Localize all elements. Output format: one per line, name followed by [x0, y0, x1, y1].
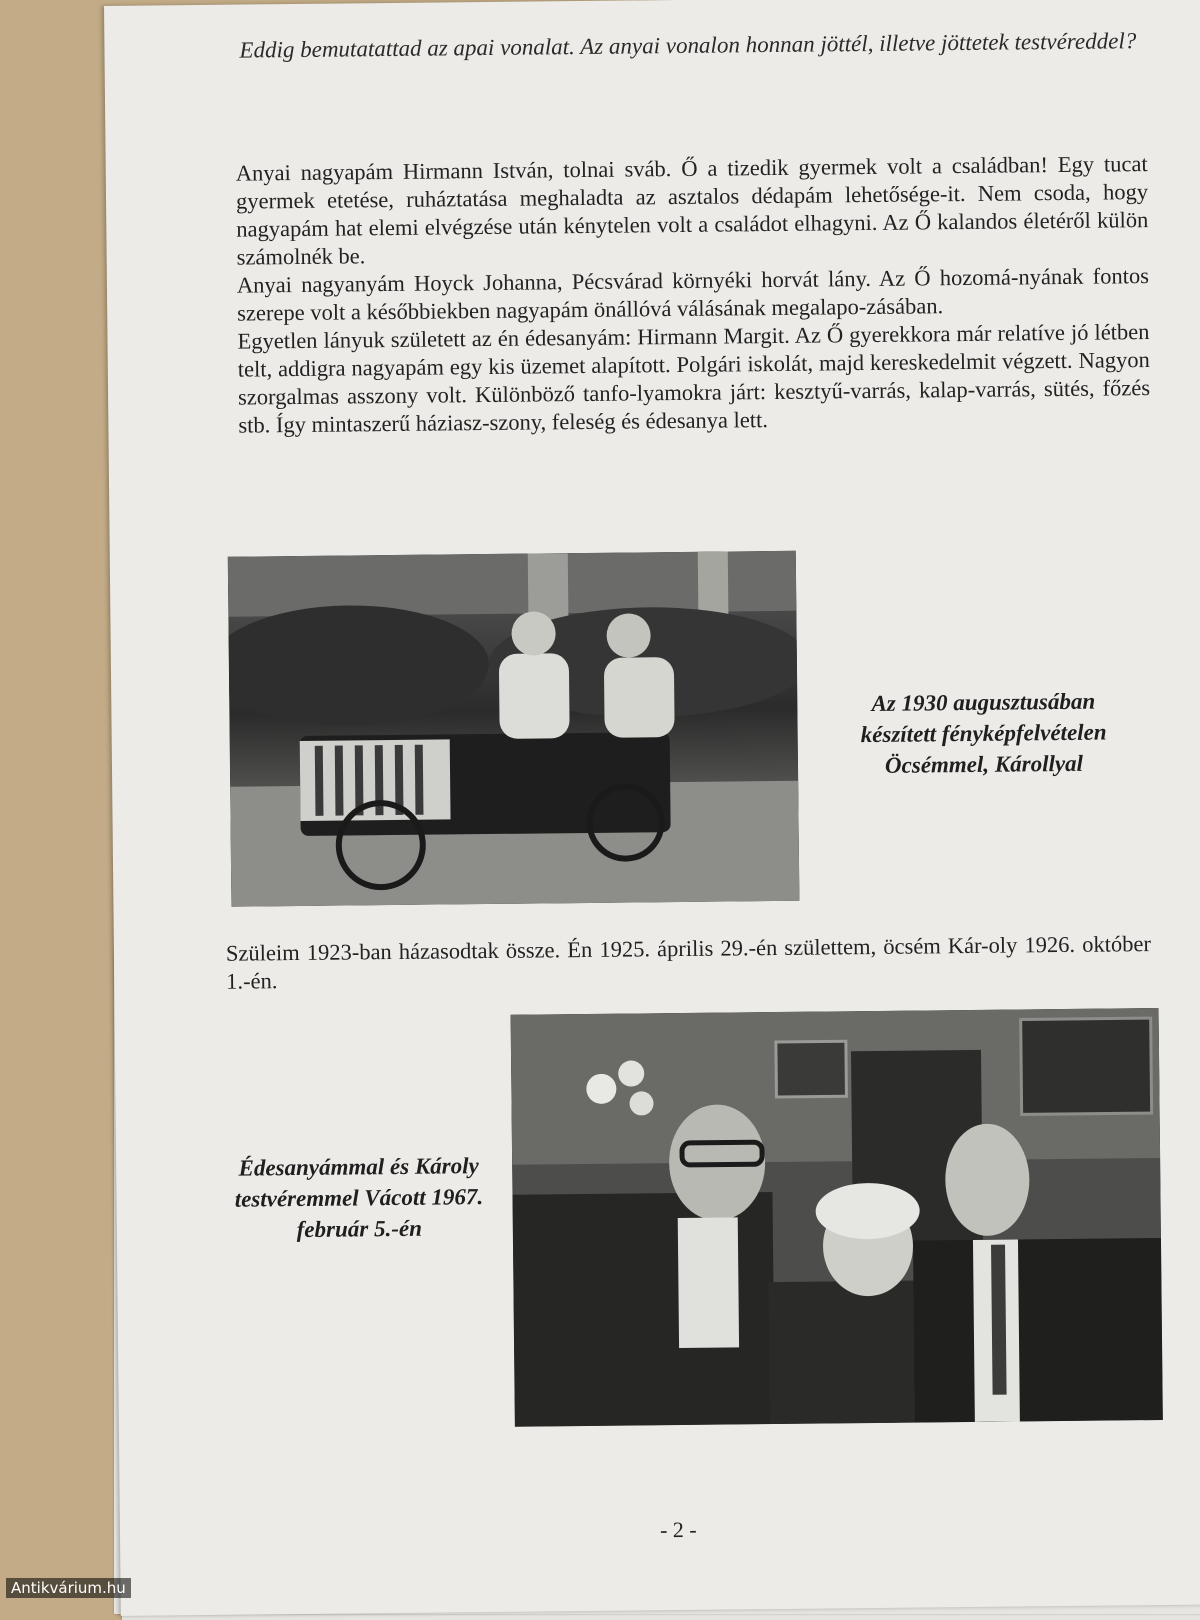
- interview-question: Eddig bemutatattad az apai vonalat. Az anyai vonalon honnan jöttél, illetve jöttetek testvéreddel?: [239, 28, 1137, 63]
- photo-family-illustration: [511, 1008, 1163, 1427]
- watermark: Antikvárium.hu: [6, 1578, 131, 1598]
- photo-boys-in-toy-car: [228, 551, 800, 907]
- paragraph-grandfather: Anyai nagyapám Hirmann István, tolnai sváb. Ő a tizedik gyermek volt a családban! Egy tucat gyermek etetése, ruháztatása meghaladta az asztalos dédapám lehetősége-it. Nem csoda, hogy nagyapám hat elemi elvégzése után kénytelen volt a családot elhagyni. Az Ő kalandos életéről külön számolnék be.: [235, 151, 1149, 270]
- photo-boys-illustration: [228, 551, 800, 907]
- body-text: [236, 150, 1151, 440]
- caption-photo-2: Édesanyámmal és Károly testvéremmel Vácott 1967. február 5.-én: [234, 1153, 484, 1243]
- caption-photo-1: Az 1930 augusztusában készített fényképfelvételen Öcsémmel, Károllyal: [860, 688, 1107, 778]
- paragraph-grandmother: Anyai nagyanyám Hoyck Johanna, Pécsvárad környéki horvát lány. Az Ő hozomá-nyának fontos szerepe volt a későbbiekben nagyapám önállóvá válásának megalapo-zásában.: [236, 263, 1150, 326]
- paragraph-mother: Egyetlen lányuk született az én édesanyám: Hirmann Margit. Az Ő gyerekkora már relatíve jó létben telt, addigra nagyapám egy kis üzemet alapított. Polgári iskolát, majd kereskedelmit végzett. Nagyon szorgalmas asszony volt. Különböző tanfo-lyamokra járt: kesztyű-varrás, kalap-varrás, sütés, főzés stb. Így mintaszerű háziasz-szony, feleség és édesanya lett.: [237, 319, 1151, 438]
- paragraph-parents: Szüleim 1923-ban házasodtak össze. Én 1925. április 29.-én születtem, öcsém Kár-oly 1926. október 1.-én.: [225, 931, 1152, 994]
- page-number: - 2 -: [659, 1516, 697, 1543]
- photo-family-portrait: [511, 1008, 1163, 1427]
- document-page: [104, 0, 1200, 1616]
